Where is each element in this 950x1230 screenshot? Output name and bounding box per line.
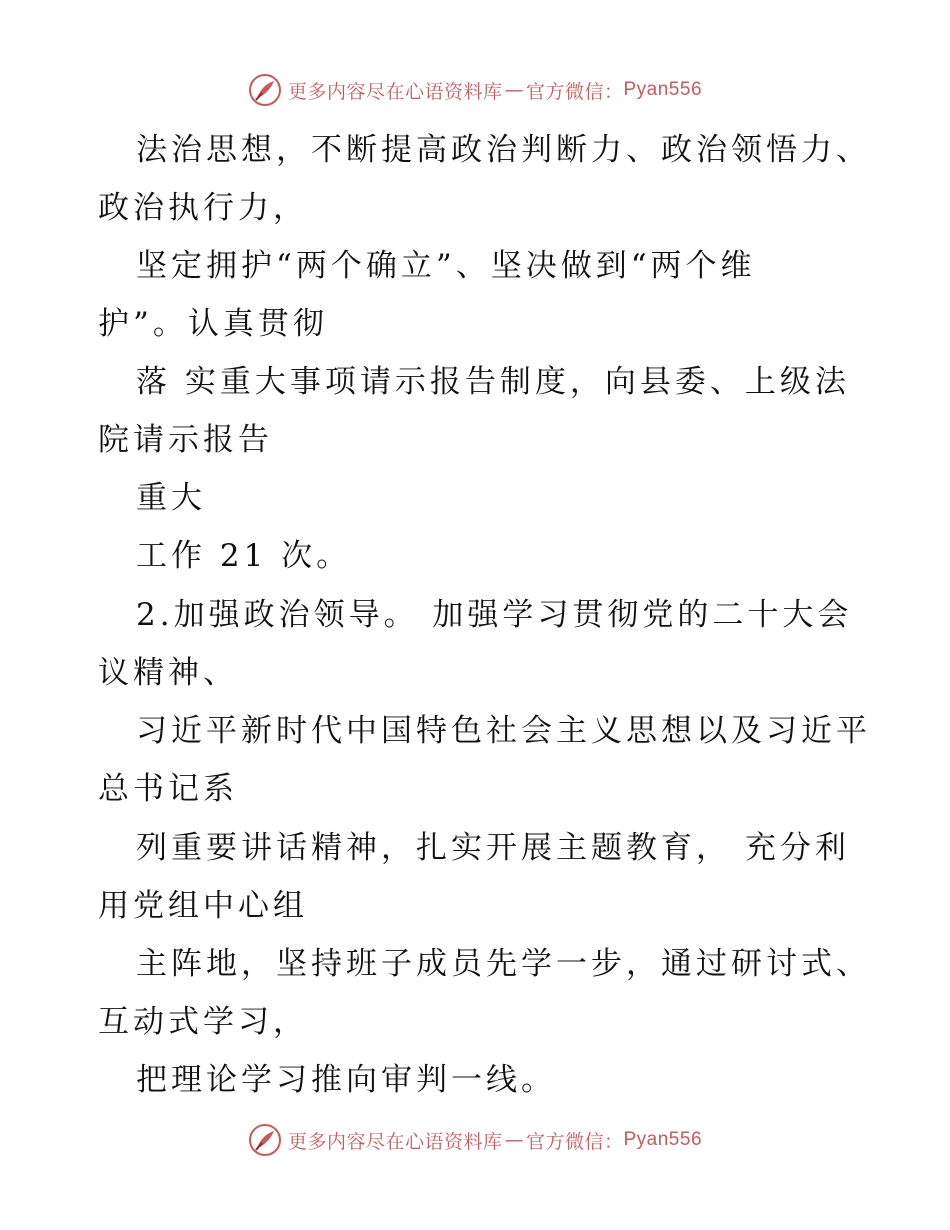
- paragraph-line: 坚定拥护“两个确立”、坚决做到“两个维: [136, 248, 756, 284]
- watermark-official-label: 官方微信：: [525, 1130, 624, 1153]
- paragraph-line: 把理论学习推向审判一线。: [136, 1062, 556, 1098]
- paragraph-line: 2.加强政治领导。 加强学习贯彻党的二十大会: [136, 597, 853, 633]
- watermark-text: 更多内容尽在心语资料库: [287, 1130, 503, 1153]
- watermark-dash: —: [504, 79, 524, 101]
- paragraph-line: 工作 21 次。: [136, 538, 352, 574]
- header-watermark: [0, 70, 950, 110]
- footer-watermark: [0, 1120, 950, 1160]
- paragraph-line: 院请示报告: [98, 422, 273, 458]
- feather-logo-icon: [248, 1123, 282, 1157]
- watermark-official-label: 官方微信：: [525, 80, 624, 103]
- paragraph-line: 总书记系: [98, 771, 238, 807]
- paragraph-line: 法治思想，不断提高政治判断力、政治领悟力、: [136, 132, 871, 168]
- paragraph-line: 议精神、: [98, 655, 238, 691]
- paragraph-line: 互动式学习，: [98, 1004, 308, 1040]
- watermark-account: Pyan556: [623, 79, 703, 100]
- paragraph-line: 护”。认真贯彻: [98, 306, 328, 342]
- watermark-account: Pyan556: [623, 1129, 703, 1150]
- watermark-dash: —: [504, 1129, 524, 1151]
- paragraph-line: 习近平新时代中国特色社会主义思想以及习近平: [136, 713, 871, 749]
- paragraph-line: 主阵地，坚持班子成员先学一步，通过研讨式、: [136, 946, 871, 982]
- paragraph-line: 政治执行力，: [98, 190, 308, 226]
- paragraph-line: 重大: [136, 480, 206, 516]
- paragraph-line: 落 实重大事项请示报告制度，向县委、上级法: [136, 364, 850, 400]
- watermark-text: 更多内容尽在心语资料库: [287, 80, 503, 103]
- paragraph-line: 列重要讲话精神，扎实开展主题教育， 充分利: [136, 830, 850, 866]
- paragraph-line: 用党组中心组: [98, 888, 308, 924]
- feather-logo-icon: [248, 73, 282, 107]
